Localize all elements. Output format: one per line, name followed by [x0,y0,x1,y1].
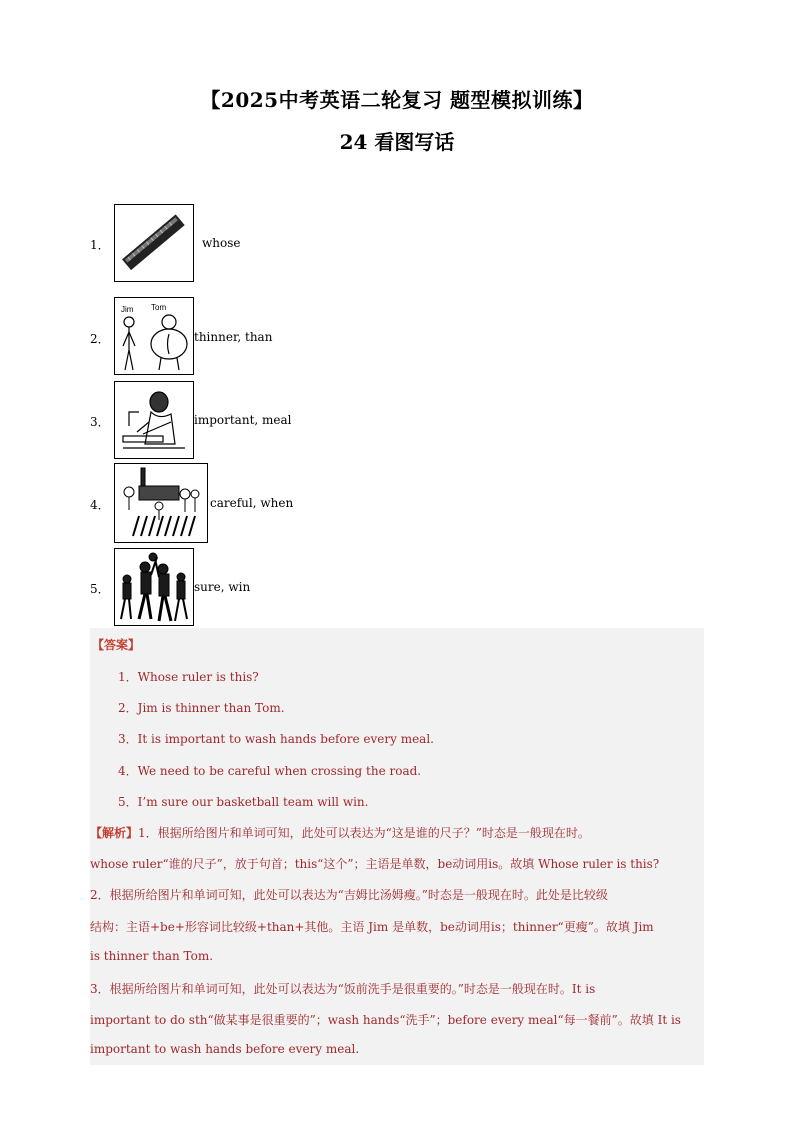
key-words: important, meal [194,413,292,427]
pic-label-jim: Jim [121,305,134,314]
key-words: careful, when [210,496,294,510]
explanation-line-6: 3．根据所给图片和单词可知，此处可以表达为“饭前洗手是很重要的。”时态是一般现在时。It is [90,982,596,996]
washing-hands-icon [114,381,194,459]
answer-line-2: 2．Jim is thinner than Tom. [118,701,285,715]
explanation-line-8: important to wash hands before every meal. [90,1042,360,1056]
answer-line-5: 5．I’m sure our basketball team will win. [118,795,369,809]
question-number: 2． [90,332,110,346]
answer-heading: 【答案】 [92,638,141,652]
answer-line-3: 3．It is important to wash hands before every meal. [118,732,434,746]
document-subtitle: 24 看图写话 [339,130,455,154]
explanation-line-4: 结构：主语+be+形容词比较级+than+其他。主语 Jim 是单数，be动词用is；thinner“更瘦”。故填 Jim [90,920,654,934]
explanation-line-2: whose ruler“谁的尺子”，放于句首；this“这个”；主语是单数，be动词用is。故填 Whose ruler is this? [90,857,660,871]
explanation-line-7: important to do sth“做某事是很重要的”；wash hands“洗手”；before every meal“每一餐前”。故填 It is [90,1013,681,1027]
basketball-team-icon [114,548,194,626]
explanation-line-5: is thinner than Tom. [90,949,214,963]
pic-label-tom: Tom [151,303,167,312]
answer-line-4: 4．We need to be careful when crossing the road. [118,764,422,778]
answer-section [90,628,704,1065]
jim-tom-icon [114,297,194,375]
question-number: 3． [90,415,110,429]
ruler-icon [114,204,194,282]
crossing-road-icon [114,463,208,543]
key-words: sure, win [194,580,251,594]
document-title: 【2025中考英语二轮复习 题型模拟训练】 [200,88,594,112]
key-words: thinner, than [194,330,273,344]
explanation-tag: 【解析】 [90,826,139,840]
question-number: 4． [90,498,110,512]
explanation-line-1: 【解析】1．根据所给图片和单词可知，此处可以表达为“这是谁的尺子？”时态是一般现在时。 [90,826,590,840]
key-words: whose [202,236,241,250]
answer-line-1: 1．Whose ruler is this? [118,670,259,684]
question-number: 1． [90,238,110,252]
question-number: 5． [90,582,110,596]
explanation-line-3: 2．根据所给图片和单词可知，此处可以表达为“吉姆比汤姆瘦。”时态是一般现在时。此处是比较级 [90,888,608,902]
